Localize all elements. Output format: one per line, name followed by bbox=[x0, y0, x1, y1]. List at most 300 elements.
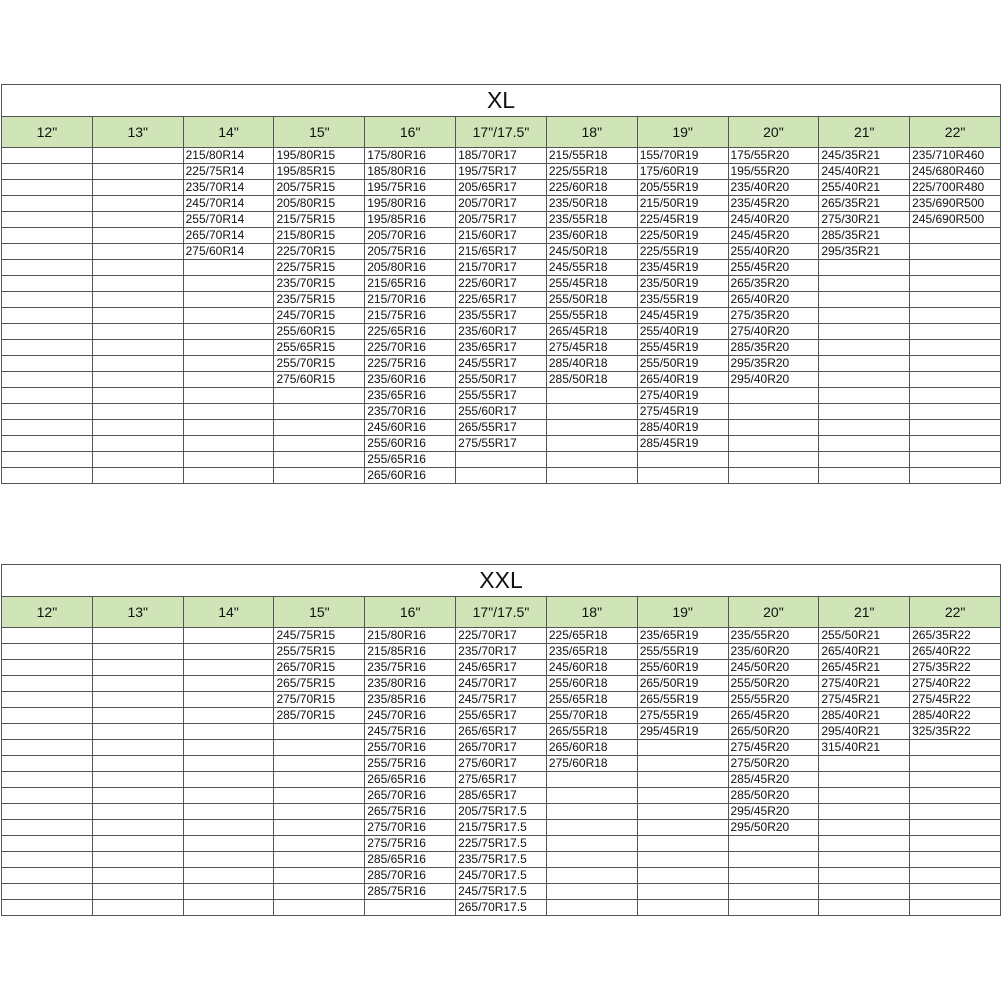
table-cell: 255/60R15 bbox=[274, 324, 365, 340]
table-cell bbox=[183, 628, 274, 644]
table-cell bbox=[274, 884, 365, 900]
table-cell: 255/50R20 bbox=[728, 676, 819, 692]
table-row bbox=[2, 804, 1001, 820]
table-row bbox=[2, 788, 1001, 804]
table-cell: 255/55R20 bbox=[728, 692, 819, 708]
column-header: 21" bbox=[819, 117, 910, 148]
table-cell bbox=[274, 452, 365, 468]
table-cell: 175/80R16 bbox=[365, 148, 456, 164]
table-cell: 245/50R18 bbox=[546, 244, 637, 260]
table-cell bbox=[274, 788, 365, 804]
column-header: 16" bbox=[365, 597, 456, 628]
table-cell: 235/50R18 bbox=[546, 196, 637, 212]
table-cell: 175/60R19 bbox=[637, 164, 728, 180]
column-header: 21" bbox=[819, 597, 910, 628]
xl-size-table bbox=[1, 84, 1001, 484]
table-cell: 275/40R22 bbox=[910, 676, 1001, 692]
table-cell: 255/55R19 bbox=[637, 644, 728, 660]
table-cell: 265/40R21 bbox=[819, 644, 910, 660]
table-cell bbox=[910, 308, 1001, 324]
table-cell: 235/85R16 bbox=[365, 692, 456, 708]
table-cell: 225/70R17 bbox=[456, 628, 547, 644]
table-cell: 275/40R20 bbox=[728, 324, 819, 340]
table-cell: 255/65R17 bbox=[456, 708, 547, 724]
table-cell: 285/40R19 bbox=[637, 420, 728, 436]
table-cell: 235/60R20 bbox=[728, 644, 819, 660]
table-title: XL bbox=[2, 85, 1001, 117]
table-cell: 275/60R14 bbox=[183, 244, 274, 260]
table-cell bbox=[92, 372, 183, 388]
table-cell: 235/40R20 bbox=[728, 180, 819, 196]
table-cell: 225/65R17 bbox=[456, 292, 547, 308]
table-cell: 235/70R17 bbox=[456, 644, 547, 660]
table-cell: 225/60R18 bbox=[546, 180, 637, 196]
table-cell bbox=[910, 772, 1001, 788]
table-row bbox=[2, 772, 1001, 788]
table-cell: 205/75R17 bbox=[456, 212, 547, 228]
table-title: XXL bbox=[2, 565, 1001, 597]
table-cell: 275/65R17 bbox=[456, 772, 547, 788]
table-cell bbox=[92, 836, 183, 852]
table-cell: 275/35R22 bbox=[910, 660, 1001, 676]
table-cell: 225/65R16 bbox=[365, 324, 456, 340]
table-cell: 285/50R20 bbox=[728, 788, 819, 804]
table-cell bbox=[274, 388, 365, 404]
table-cell: 245/70R17 bbox=[456, 676, 547, 692]
table-cell: 275/60R18 bbox=[546, 756, 637, 772]
table-cell bbox=[274, 756, 365, 772]
table-cell: 255/40R20 bbox=[728, 244, 819, 260]
table-cell bbox=[637, 852, 728, 868]
table-cell bbox=[728, 404, 819, 420]
column-header: 20" bbox=[728, 117, 819, 148]
table-cell bbox=[183, 340, 274, 356]
table-cell: 235/70R15 bbox=[274, 276, 365, 292]
table-cell bbox=[637, 868, 728, 884]
table-cell bbox=[546, 836, 637, 852]
table-cell: 255/65R18 bbox=[546, 692, 637, 708]
table-row bbox=[2, 452, 1001, 468]
table-cell bbox=[2, 372, 93, 388]
table-cell bbox=[637, 884, 728, 900]
table-cell bbox=[910, 292, 1001, 308]
column-header-row bbox=[2, 117, 1001, 148]
table-cell: 265/45R20 bbox=[728, 708, 819, 724]
table-cell bbox=[92, 340, 183, 356]
table-cell bbox=[546, 868, 637, 884]
table-cell: 285/45R19 bbox=[637, 436, 728, 452]
table-cell: 205/75R16 bbox=[365, 244, 456, 260]
table-cell bbox=[92, 292, 183, 308]
table-cell bbox=[910, 820, 1001, 836]
table-cell: 255/65R16 bbox=[365, 452, 456, 468]
table-cell: 255/75R15 bbox=[274, 644, 365, 660]
table-cell: 265/45R21 bbox=[819, 660, 910, 676]
table-cell bbox=[637, 468, 728, 484]
table-cell: 195/55R20 bbox=[728, 164, 819, 180]
table-cell: 255/50R21 bbox=[819, 628, 910, 644]
table-cell bbox=[910, 356, 1001, 372]
table-cell bbox=[819, 452, 910, 468]
table-cell bbox=[637, 740, 728, 756]
table-cell: 225/65R18 bbox=[546, 628, 637, 644]
table-cell bbox=[546, 772, 637, 788]
table-cell: 215/75R17.5 bbox=[456, 820, 547, 836]
table-cell bbox=[2, 452, 93, 468]
table-cell: 235/65R18 bbox=[546, 644, 637, 660]
table-cell bbox=[2, 468, 93, 484]
table-cell: 265/75R16 bbox=[365, 804, 456, 820]
table-cell: 225/700R480 bbox=[910, 180, 1001, 196]
table-cell bbox=[2, 900, 93, 916]
table-row bbox=[2, 884, 1001, 900]
table-cell bbox=[92, 660, 183, 676]
table-cell bbox=[910, 324, 1001, 340]
table-cell: 235/60R17 bbox=[456, 324, 547, 340]
table-cell bbox=[274, 836, 365, 852]
table-cell: 225/70R16 bbox=[365, 340, 456, 356]
table-cell: 255/60R16 bbox=[365, 436, 456, 452]
table-cell bbox=[183, 468, 274, 484]
table-row bbox=[2, 628, 1001, 644]
table-cell: 215/50R19 bbox=[637, 196, 728, 212]
table-cell: 245/75R15 bbox=[274, 628, 365, 644]
table-cell bbox=[183, 276, 274, 292]
table-cell: 275/45R21 bbox=[819, 692, 910, 708]
table-cell bbox=[2, 164, 93, 180]
table-cell bbox=[2, 852, 93, 868]
table-cell: 235/65R17 bbox=[456, 340, 547, 356]
table-cell bbox=[92, 740, 183, 756]
table-cell bbox=[819, 324, 910, 340]
table-cell: 225/45R19 bbox=[637, 212, 728, 228]
table-cell bbox=[2, 356, 93, 372]
table-cell: 205/70R17 bbox=[456, 196, 547, 212]
table-cell bbox=[2, 244, 93, 260]
column-header: 19" bbox=[637, 597, 728, 628]
table-row bbox=[2, 292, 1001, 308]
table-cell bbox=[728, 884, 819, 900]
table-row bbox=[2, 372, 1001, 388]
table-cell: 295/45R19 bbox=[637, 724, 728, 740]
table-cell bbox=[183, 644, 274, 660]
table-cell bbox=[274, 772, 365, 788]
table-cell bbox=[456, 468, 547, 484]
table-cell bbox=[2, 676, 93, 692]
table-cell bbox=[183, 884, 274, 900]
table-cell: 215/75R15 bbox=[274, 212, 365, 228]
table-cell: 295/35R20 bbox=[728, 356, 819, 372]
table-cell: 235/45R20 bbox=[728, 196, 819, 212]
column-header: 20" bbox=[728, 597, 819, 628]
table-cell: 285/50R18 bbox=[546, 372, 637, 388]
table-cell bbox=[546, 884, 637, 900]
table-cell: 185/80R16 bbox=[365, 164, 456, 180]
table-cell bbox=[183, 804, 274, 820]
table-cell bbox=[546, 852, 637, 868]
table-cell: 255/45R18 bbox=[546, 276, 637, 292]
table-cell bbox=[910, 900, 1001, 916]
table-cell bbox=[2, 180, 93, 196]
table-cell: 255/50R19 bbox=[637, 356, 728, 372]
table-cell: 285/35R20 bbox=[728, 340, 819, 356]
table-cell bbox=[2, 820, 93, 836]
table-cell: 285/45R20 bbox=[728, 772, 819, 788]
table-cell: 275/70R15 bbox=[274, 692, 365, 708]
table-cell bbox=[92, 468, 183, 484]
table-cell: 245/55R18 bbox=[546, 260, 637, 276]
table-cell bbox=[92, 820, 183, 836]
table-cell bbox=[183, 724, 274, 740]
table-cell: 245/40R21 bbox=[819, 164, 910, 180]
table-cell: 295/50R20 bbox=[728, 820, 819, 836]
table-cell bbox=[728, 388, 819, 404]
table-cell: 275/35R20 bbox=[728, 308, 819, 324]
table-cell: 245/70R16 bbox=[365, 708, 456, 724]
table-cell bbox=[910, 740, 1001, 756]
table-cell bbox=[92, 724, 183, 740]
table-cell: 275/45R20 bbox=[728, 740, 819, 756]
table-cell: 255/55R17 bbox=[456, 388, 547, 404]
table-cell: 235/75R15 bbox=[274, 292, 365, 308]
table-cell bbox=[2, 836, 93, 852]
table-cell bbox=[183, 308, 274, 324]
table-cell bbox=[2, 148, 93, 164]
table-cell: 285/40R21 bbox=[819, 708, 910, 724]
table-cell bbox=[2, 260, 93, 276]
table-cell: 235/50R19 bbox=[637, 276, 728, 292]
table-cell bbox=[92, 164, 183, 180]
table-cell bbox=[92, 756, 183, 772]
table-cell: 265/35R22 bbox=[910, 628, 1001, 644]
table-cell: 255/70R15 bbox=[274, 356, 365, 372]
table-cell: 185/70R17 bbox=[456, 148, 547, 164]
table-cell bbox=[274, 820, 365, 836]
table-cell bbox=[819, 820, 910, 836]
table-cell bbox=[92, 276, 183, 292]
table-cell: 235/55R19 bbox=[637, 292, 728, 308]
table-cell: 285/40R18 bbox=[546, 356, 637, 372]
table-cell bbox=[92, 628, 183, 644]
table-cell bbox=[2, 228, 93, 244]
table-cell: 255/40R19 bbox=[637, 324, 728, 340]
table-cell bbox=[274, 436, 365, 452]
table-cell: 215/75R16 bbox=[365, 308, 456, 324]
table-cell: 265/70R16 bbox=[365, 788, 456, 804]
table-cell bbox=[910, 276, 1001, 292]
table-cell: 205/75R17.5 bbox=[456, 804, 547, 820]
table-cell: 295/35R21 bbox=[819, 244, 910, 260]
table-cell: 245/55R17 bbox=[456, 356, 547, 372]
table-cell bbox=[819, 804, 910, 820]
table-cell bbox=[728, 868, 819, 884]
table-cell bbox=[183, 900, 274, 916]
table-cell bbox=[910, 868, 1001, 884]
table-cell bbox=[819, 436, 910, 452]
table-cell: 275/40R21 bbox=[819, 676, 910, 692]
table-cell: 235/55R18 bbox=[546, 212, 637, 228]
table-cell bbox=[183, 852, 274, 868]
column-header: 19" bbox=[637, 117, 728, 148]
table-cell: 285/65R16 bbox=[365, 852, 456, 868]
table-cell bbox=[92, 356, 183, 372]
table-cell bbox=[819, 372, 910, 388]
table-cell bbox=[910, 852, 1001, 868]
table-cell bbox=[183, 756, 274, 772]
table-cell: 245/70R14 bbox=[183, 196, 274, 212]
column-header-row bbox=[2, 597, 1001, 628]
column-header: 18" bbox=[546, 117, 637, 148]
table-cell bbox=[728, 420, 819, 436]
title-row bbox=[2, 85, 1001, 117]
column-header: 13" bbox=[92, 597, 183, 628]
table-cell bbox=[637, 900, 728, 916]
table-cell: 255/55R18 bbox=[546, 308, 637, 324]
table-cell bbox=[2, 276, 93, 292]
table-row bbox=[2, 196, 1001, 212]
table-row bbox=[2, 420, 1001, 436]
table-cell bbox=[819, 308, 910, 324]
table-cell bbox=[2, 436, 93, 452]
table-cell bbox=[819, 340, 910, 356]
table-cell: 285/35R21 bbox=[819, 228, 910, 244]
table-cell: 205/70R16 bbox=[365, 228, 456, 244]
table-cell: 255/50R17 bbox=[456, 372, 547, 388]
table-cell: 205/65R17 bbox=[456, 180, 547, 196]
table-cell: 265/55R17 bbox=[456, 420, 547, 436]
table-cell: 275/60R17 bbox=[456, 756, 547, 772]
table-cell: 265/70R17.5 bbox=[456, 900, 547, 916]
table-cell bbox=[2, 340, 93, 356]
table-row bbox=[2, 756, 1001, 772]
table-cell: 265/45R18 bbox=[546, 324, 637, 340]
table-cell bbox=[183, 772, 274, 788]
table-cell bbox=[910, 388, 1001, 404]
table-cell: 215/70R16 bbox=[365, 292, 456, 308]
table-cell bbox=[92, 388, 183, 404]
table-cell: 235/70R16 bbox=[365, 404, 456, 420]
table-cell bbox=[183, 708, 274, 724]
table-row bbox=[2, 692, 1001, 708]
table-cell: 285/70R16 bbox=[365, 868, 456, 884]
table-cell bbox=[2, 804, 93, 820]
table-cell bbox=[274, 724, 365, 740]
table-cell bbox=[819, 788, 910, 804]
table-cell: 275/75R16 bbox=[365, 836, 456, 852]
table-cell: 235/710R460 bbox=[910, 148, 1001, 164]
table-cell: 215/65R16 bbox=[365, 276, 456, 292]
table-cell bbox=[819, 852, 910, 868]
table-cell: 235/45R19 bbox=[637, 260, 728, 276]
table-cell: 235/55R20 bbox=[728, 628, 819, 644]
table-cell bbox=[2, 212, 93, 228]
table-row bbox=[2, 724, 1001, 740]
table-cell: 245/45R19 bbox=[637, 308, 728, 324]
table-cell bbox=[183, 372, 274, 388]
table-cell: 235/60R18 bbox=[546, 228, 637, 244]
table-cell: 235/70R14 bbox=[183, 180, 274, 196]
table-cell: 245/70R15 bbox=[274, 308, 365, 324]
table-cell: 255/45R20 bbox=[728, 260, 819, 276]
table-cell bbox=[2, 628, 93, 644]
table-cell bbox=[819, 420, 910, 436]
table-cell: 225/75R16 bbox=[365, 356, 456, 372]
table-cell: 265/40R20 bbox=[728, 292, 819, 308]
table-cell bbox=[910, 244, 1001, 260]
table-cell bbox=[2, 708, 93, 724]
table-cell: 255/75R16 bbox=[365, 756, 456, 772]
table-cell bbox=[183, 420, 274, 436]
table-cell bbox=[546, 468, 637, 484]
table-cell: 265/55R18 bbox=[546, 724, 637, 740]
table-cell: 215/60R17 bbox=[456, 228, 547, 244]
xxl-size-table bbox=[1, 564, 1001, 916]
table-row bbox=[2, 404, 1001, 420]
table-cell bbox=[637, 756, 728, 772]
table-cell bbox=[274, 900, 365, 916]
table-cell: 265/60R16 bbox=[365, 468, 456, 484]
table-cell: 275/60R15 bbox=[274, 372, 365, 388]
table-cell bbox=[92, 244, 183, 260]
table-row bbox=[2, 836, 1001, 852]
table-cell bbox=[274, 804, 365, 820]
table-cell bbox=[2, 404, 93, 420]
table-cell: 155/70R19 bbox=[637, 148, 728, 164]
table-cell: 265/35R20 bbox=[728, 276, 819, 292]
column-header: 15" bbox=[274, 597, 365, 628]
table-row bbox=[2, 644, 1001, 660]
table-cell: 245/680R460 bbox=[910, 164, 1001, 180]
table-cell: 275/55R17 bbox=[456, 436, 547, 452]
column-header: 13" bbox=[92, 117, 183, 148]
table-cell bbox=[2, 196, 93, 212]
table-cell: 205/55R19 bbox=[637, 180, 728, 196]
table-cell: 265/50R20 bbox=[728, 724, 819, 740]
table-cell: 275/55R19 bbox=[637, 708, 728, 724]
table-row bbox=[2, 868, 1001, 884]
table-row bbox=[2, 308, 1001, 324]
table-cell bbox=[2, 292, 93, 308]
table-row bbox=[2, 180, 1001, 196]
table-cell bbox=[2, 788, 93, 804]
table-row bbox=[2, 900, 1001, 916]
table-cell bbox=[819, 868, 910, 884]
table-cell: 325/35R22 bbox=[910, 724, 1001, 740]
table-cell: 195/85R16 bbox=[365, 212, 456, 228]
table-cell: 215/80R14 bbox=[183, 148, 274, 164]
table-row bbox=[2, 436, 1001, 452]
table-cell bbox=[92, 692, 183, 708]
table-cell bbox=[910, 788, 1001, 804]
table-cell: 225/75R14 bbox=[183, 164, 274, 180]
table-cell bbox=[92, 804, 183, 820]
table-cell bbox=[92, 404, 183, 420]
table-cell bbox=[637, 804, 728, 820]
table-cell bbox=[2, 692, 93, 708]
table-cell bbox=[92, 852, 183, 868]
table-cell bbox=[910, 836, 1001, 852]
table-cell bbox=[2, 420, 93, 436]
column-header: 14" bbox=[183, 117, 274, 148]
table-cell bbox=[183, 404, 274, 420]
table-row bbox=[2, 324, 1001, 340]
table-cell: 215/55R18 bbox=[546, 148, 637, 164]
table-cell: 235/60R16 bbox=[365, 372, 456, 388]
table-cell bbox=[910, 468, 1001, 484]
table-cell: 255/70R18 bbox=[546, 708, 637, 724]
table-cell bbox=[910, 804, 1001, 820]
column-header: 22" bbox=[910, 117, 1001, 148]
